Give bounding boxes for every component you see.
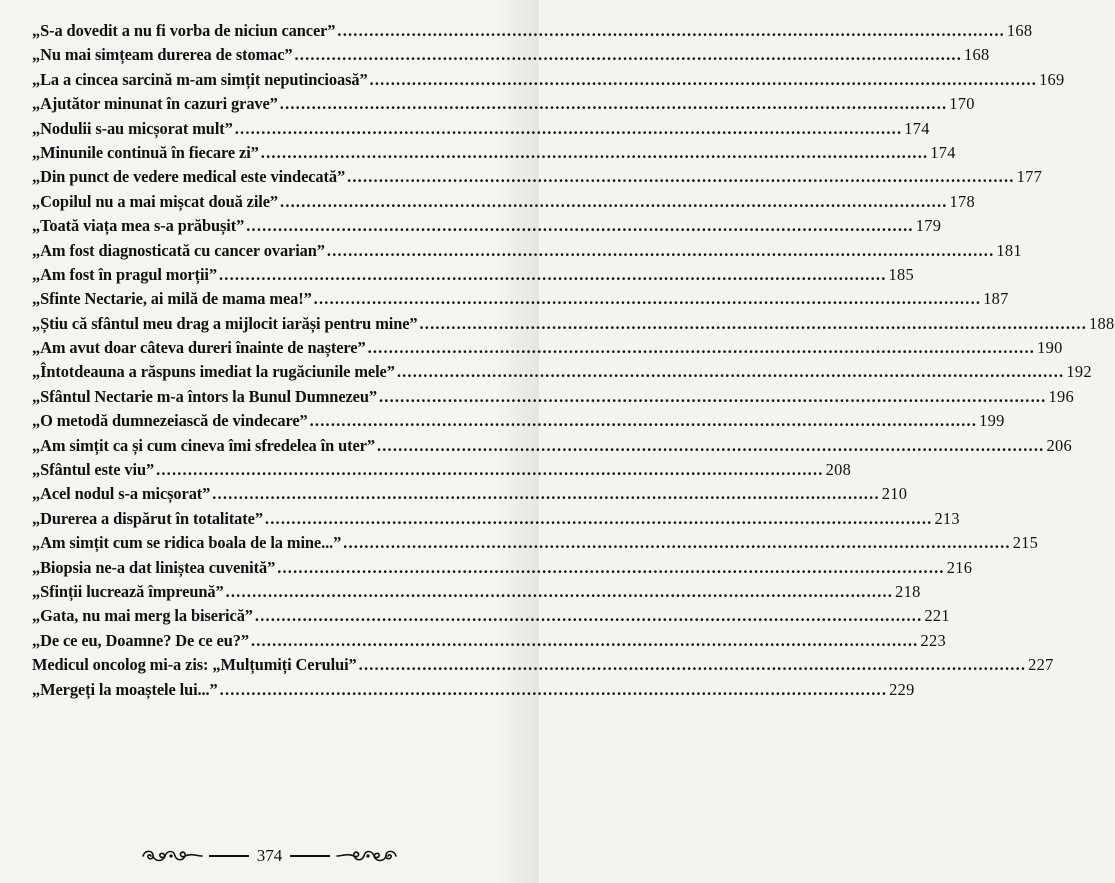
- toc-entry: [32, 263, 914, 287]
- toc-leader-dots: [368, 336, 1036, 360]
- toc-leader-dots: [156, 458, 824, 482]
- toc-entry-page: 216: [946, 557, 973, 577]
- toc-leader-dots: [246, 214, 914, 238]
- table-of-contents: [32, 19, 1115, 702]
- toc-entry: [32, 360, 1092, 384]
- toc-entry: [32, 531, 1039, 555]
- toc-entry-title: „Nu mai simțeam durerea de stomac”: [32, 45, 293, 65]
- toc-leader-dots: [343, 531, 1011, 555]
- toc-entry-page: 208: [825, 460, 852, 480]
- toc-leader-dots: [255, 604, 923, 628]
- toc-entry-title: „Sfântul este viu”: [32, 460, 155, 480]
- toc-entry-title: „Am fost diagnosticată cu cancer ovarian”: [32, 240, 325, 260]
- toc-leader-dots: [377, 434, 1045, 458]
- toc-entry-title: „Am simțit cum se ridica boala de la mine...”: [32, 533, 342, 553]
- toc-leader-dots: [370, 68, 1038, 92]
- toc-entry: [32, 629, 946, 653]
- toc-entry: [32, 239, 1022, 263]
- toc-leader-dots: [337, 19, 1005, 43]
- toc-entry: [32, 43, 990, 67]
- toc-leader-dots: [280, 92, 948, 116]
- toc-entry-title: „Toată viața mea s-a prăbușit”: [32, 216, 245, 236]
- toc-leader-dots: [379, 385, 1047, 409]
- toc-entry: [32, 141, 956, 165]
- toc-entry-page: 213: [934, 508, 960, 528]
- toc-leader-dots: [420, 312, 1088, 336]
- toc-entry-title: „Acel nodul s-a micșorat”: [32, 484, 211, 504]
- toc-entry: [32, 653, 1054, 677]
- toc-entry-title: „Știu că sfântul meu drag a mijlocit iarăși pentru mine”: [32, 313, 418, 333]
- toc-entry-page: 210: [881, 484, 908, 504]
- toc-entry: [32, 214, 942, 238]
- toc-entry: [32, 165, 1043, 189]
- toc-entry-page: 168: [1006, 21, 1033, 40]
- toc-leader-dots: [219, 263, 887, 287]
- toc-leader-dots: [212, 482, 880, 506]
- toc-entry-title: „Nodulii s-au micșorat mult”: [32, 118, 233, 138]
- toc-leader-dots: [347, 165, 1015, 189]
- toc-leader-dots: [327, 239, 995, 263]
- toc-entry-title: „Am fost în pragul morții”: [32, 264, 217, 284]
- toc-leader-dots: [397, 360, 1065, 384]
- toc-entry-title: „La a cincea sarcină m-am simțit neputincioasă”: [32, 69, 368, 89]
- toc-leader-dots: [220, 678, 888, 702]
- toc-entry-page: 229: [889, 679, 915, 699]
- toc-entry-title: „Copilul nu a mai mișcat două zile”: [32, 191, 279, 211]
- toc-entry-title: Medicul oncolog mi-a zis: „Mulțumiți Cerului”: [32, 655, 357, 675]
- toc-entry: [32, 482, 908, 506]
- toc-entry-page: 227: [1028, 655, 1054, 675]
- toc-entry-title: „Întotdeauna a răspuns imediat la rugăciunile mele”: [32, 362, 395, 382]
- toc-entry-title: „O metodă dumnezeiască de vindecare”: [32, 411, 308, 431]
- toc-leader-dots: [359, 653, 1027, 677]
- toc-entry-title: „Sfinții lucrează împreună”: [32, 581, 224, 601]
- toc-entry: [32, 604, 950, 628]
- toc-leader-dots: [251, 629, 919, 653]
- toc-entry-page: 181: [996, 240, 1022, 260]
- toc-leader-dots: [314, 287, 982, 311]
- toc-entry-page: 196: [1048, 386, 1074, 406]
- toc-entry-page: 169: [1039, 69, 1065, 89]
- toc-leader-dots: [226, 580, 894, 604]
- toc-entry-title: „De ce eu, Doamne? De ce eu?”: [32, 630, 249, 650]
- toc-entry: [32, 580, 921, 604]
- toc-leader-dots: [280, 190, 948, 214]
- toc-entry: [32, 434, 1072, 458]
- toc-entry-page: 168: [964, 45, 990, 65]
- toc-entry-page: 170: [949, 94, 975, 114]
- toc-entry: [32, 409, 1005, 433]
- flourish-right-icon: [336, 847, 398, 865]
- toc-entry-title: „Din punct de vedere medical este vindecată”: [32, 167, 346, 187]
- toc-entry-title: „Gata, nu mai merg la biserică”: [32, 606, 253, 626]
- toc-entry-page: 192: [1066, 362, 1092, 382]
- toc-entry: [32, 556, 973, 580]
- left-rule: [209, 855, 249, 857]
- toc-entry: [32, 287, 1009, 311]
- toc-entry: [32, 458, 852, 482]
- toc-entry-page: 223: [920, 630, 946, 650]
- toc-entry-title: „Am avut doar câteva dureri înainte de naștere”: [32, 338, 366, 358]
- toc-entry-page: 187: [983, 289, 1009, 309]
- toc-entry-title: „Sfinte Nectarie, ai milă de mama mea!”: [32, 289, 312, 309]
- toc-leader-dots: [294, 43, 962, 67]
- toc-entry: [32, 117, 930, 141]
- toc-entry-page: 178: [949, 191, 976, 211]
- toc-entry-title: „Minunile continuă în fiecare zi”: [32, 142, 259, 162]
- toc-entry-title: „Am simțit ca și cum cineva îmi sfredelea în uter”: [32, 435, 375, 455]
- toc-leader-dots: [261, 141, 929, 165]
- toc-entry-title: „Ajutător minunat în cazuri grave”: [32, 94, 278, 114]
- toc-entry-page: 174: [904, 118, 930, 138]
- toc-entry-title: „Durerea a dispărut în totalitate”: [32, 508, 263, 528]
- toc-entry-page: 190: [1037, 338, 1063, 358]
- toc-entry-page: 177: [1016, 167, 1043, 187]
- toc-entry-page: 221: [924, 606, 950, 626]
- right-rule: [290, 855, 330, 857]
- toc-leader-dots: [310, 409, 978, 433]
- toc-entry-page: 174: [930, 142, 956, 162]
- toc-entry-page: 206: [1046, 435, 1072, 455]
- toc-entry: [32, 68, 1065, 92]
- toc-entry: [32, 507, 960, 531]
- toc-entry: [32, 19, 1033, 43]
- toc-leader-dots: [235, 117, 903, 141]
- page-number: 374: [256, 846, 283, 865]
- toc-entry-page: 215: [1012, 533, 1039, 553]
- toc-entry-title: „Biopsia ne-a dat liniștea cuvenită”: [32, 557, 276, 577]
- toc-leader-dots: [265, 507, 933, 531]
- page-footer: [0, 843, 539, 869]
- toc-entry: [32, 190, 976, 214]
- flourish-left-icon: [141, 847, 203, 865]
- toc-entry: [32, 678, 915, 702]
- toc-entry: [32, 336, 1063, 360]
- toc-entry-page: 188: [1089, 313, 1115, 333]
- toc-entry-title: „S-a dovedit a nu fi vorba de niciun cancer”: [32, 21, 336, 40]
- toc-entry-title: „Mergeți la moaștele lui...”: [32, 679, 218, 699]
- toc-entry-page: 185: [888, 264, 914, 284]
- toc-entry-page: 199: [979, 411, 1005, 431]
- toc-leader-dots: [277, 556, 945, 580]
- toc-entry-page: 179: [915, 216, 942, 236]
- toc-entry-page: 218: [895, 581, 921, 601]
- toc-entry: [32, 92, 975, 116]
- footer-ornament: [141, 846, 399, 866]
- toc-entry: [32, 312, 1115, 336]
- toc-entry: [32, 385, 1074, 409]
- toc-entry-title: „Sfântul Nectarie m-a întors la Bunul Dumnezeu”: [32, 386, 377, 406]
